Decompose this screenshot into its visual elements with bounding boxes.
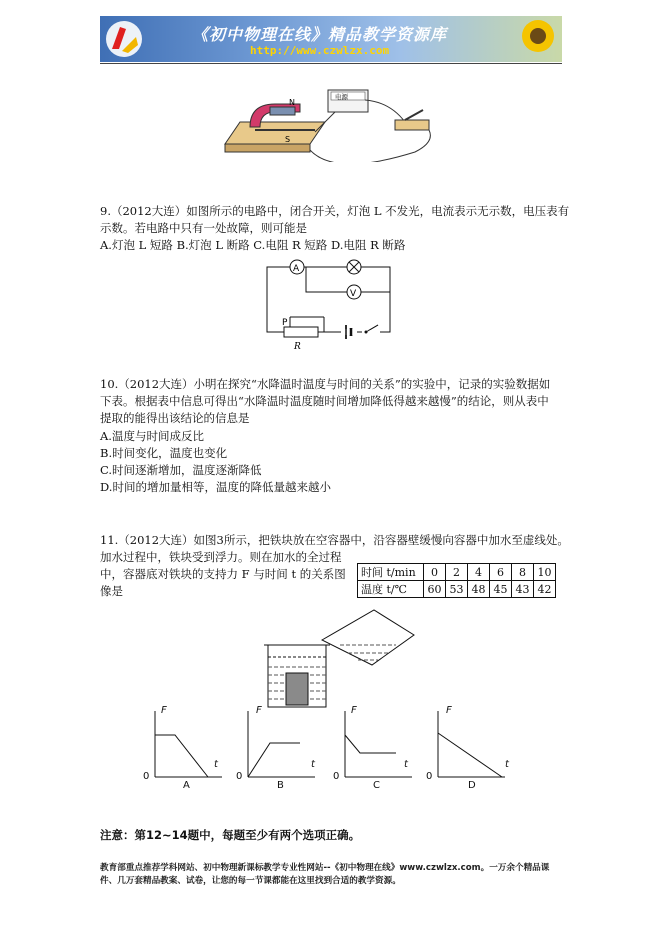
magnet-apparatus-figure <box>215 82 450 162</box>
q10-option-c: C.时间逐渐增加，温度逐渐降低 <box>100 463 262 477</box>
ammeter-label: A <box>293 264 300 274</box>
table-cell: 48 <box>468 581 490 598</box>
multi-answer-note: 注意：第12~14题中，每题至少有两个选项正确。 <box>100 828 361 842</box>
q9-line-2: 示数。若电路中只有一处故障，则可能是 <box>100 221 307 235</box>
table-cell: 43 <box>512 581 534 598</box>
temperature-time-table <box>357 563 556 598</box>
q11-line-3: 中，容器底对铁块的支持力 F 与时间 t 的关系图 <box>100 567 346 581</box>
q9-line-1: 9.（2012大连）如图所示的电路中，闭合开关，灯泡 L 不发光，电流表示无示数，电压表有 <box>100 204 570 218</box>
graph-d <box>438 711 505 777</box>
table-cell: 53 <box>446 581 468 598</box>
sunflower-icon <box>508 16 562 62</box>
q9-circuit-diagram <box>262 255 397 350</box>
footer-text: 教育部重点推荐学科网站、初中物理新课标教学专业性网站--《初中物理在线》www.czwlzx.com。一万余个精品课件、几万套精品教案、试卷，让您的每一节课都能在这里找到合适的教学资源。 <box>100 863 550 886</box>
q11-line-2: 加水过程中，铁块受到浮力。则在加水的全过程 <box>100 550 342 564</box>
table-row <box>358 581 556 598</box>
q10-line-2: 下表。根据表中信息可得出“水降温时温度随时间增加降低得越来越慢”的结论，则从表中 <box>100 394 549 408</box>
table-row <box>358 564 556 581</box>
table-cell: 10 <box>534 564 556 581</box>
q10-option-b: B.时间变化，温度也变化 <box>100 446 228 460</box>
header-banner <box>100 16 562 62</box>
graph-d-y-label: F <box>446 705 452 716</box>
table-cell: 6 <box>490 564 512 581</box>
table-cell: 8 <box>512 564 534 581</box>
graph-a-y-label: F <box>161 705 167 716</box>
banner-title: 《初中物理在线》精品教学资源库 <box>192 25 448 44</box>
container-figure <box>262 605 432 710</box>
header-rule <box>100 63 562 64</box>
table-cell: 2 <box>446 564 468 581</box>
graph-a <box>155 711 222 777</box>
graph-b-origin: 0 <box>236 771 243 782</box>
q10-option-a: A.温度与时间成反比 <box>100 429 204 443</box>
graph-b-x-label: t <box>311 759 315 770</box>
q11-line-1: 11.（2012大连）如图3所示，把铁块放在空容器中，沿容器壁缓慢向容器中加水至虚线处。 <box>100 533 569 547</box>
table-header-time: 时间 t/min <box>358 564 424 581</box>
table-cell: 0 <box>424 564 446 581</box>
graph-a-x-label: t <box>214 759 218 770</box>
rheostat-p-label: P <box>282 318 288 328</box>
graph-b-y-label: F <box>256 705 262 716</box>
pole-n-label: N <box>289 98 295 107</box>
graph-d-origin: 0 <box>426 771 433 782</box>
graph-c-label: C <box>373 780 380 791</box>
graph-a-label: A <box>183 780 190 791</box>
table-header-temp: 温度 t/℃ <box>358 581 424 598</box>
graph-a-origin: 0 <box>143 771 150 782</box>
table-cell: 4 <box>468 564 490 581</box>
pole-s-label: S <box>285 135 291 144</box>
q10-option-d: D.时间的增加量相等，温度的降低量越来越小 <box>100 480 331 494</box>
table-cell: 45 <box>490 581 512 598</box>
graph-c <box>345 711 412 777</box>
graph-d-label: D <box>468 780 476 791</box>
q10-line-3: 提取的能得出该结论的信息是 <box>100 411 250 425</box>
graph-b <box>248 711 315 777</box>
q9-options: A.灯泡 L 短路 B.灯泡 L 断路 C.电阻 R 短路 D.电阻 R 断路 <box>100 238 406 252</box>
graph-b-label: B <box>277 780 284 791</box>
graph-c-y-label: F <box>351 705 357 716</box>
voltmeter-label: V <box>350 289 357 299</box>
graph-d-x-label: t <box>505 759 509 770</box>
iron-block <box>286 673 308 705</box>
f-t-graphs <box>140 705 510 795</box>
q10-line-1: 10.（2012大连）小明在探究“水降温时温度与时间的关系”的实验中，记录的实验数据如 <box>100 377 551 391</box>
graph-c-origin: 0 <box>333 771 340 782</box>
banner-url[interactable]: http://www.czwlzx.com <box>250 44 390 57</box>
table-cell: 60 <box>424 581 446 598</box>
logo-icon <box>104 19 144 59</box>
resistor-r-label: R <box>294 342 301 350</box>
table-cell: 42 <box>534 581 556 598</box>
graph-c-x-label: t <box>404 759 408 770</box>
q11-line-4: 像是 <box>100 584 123 598</box>
power-supply-label: 电源 <box>335 93 348 101</box>
